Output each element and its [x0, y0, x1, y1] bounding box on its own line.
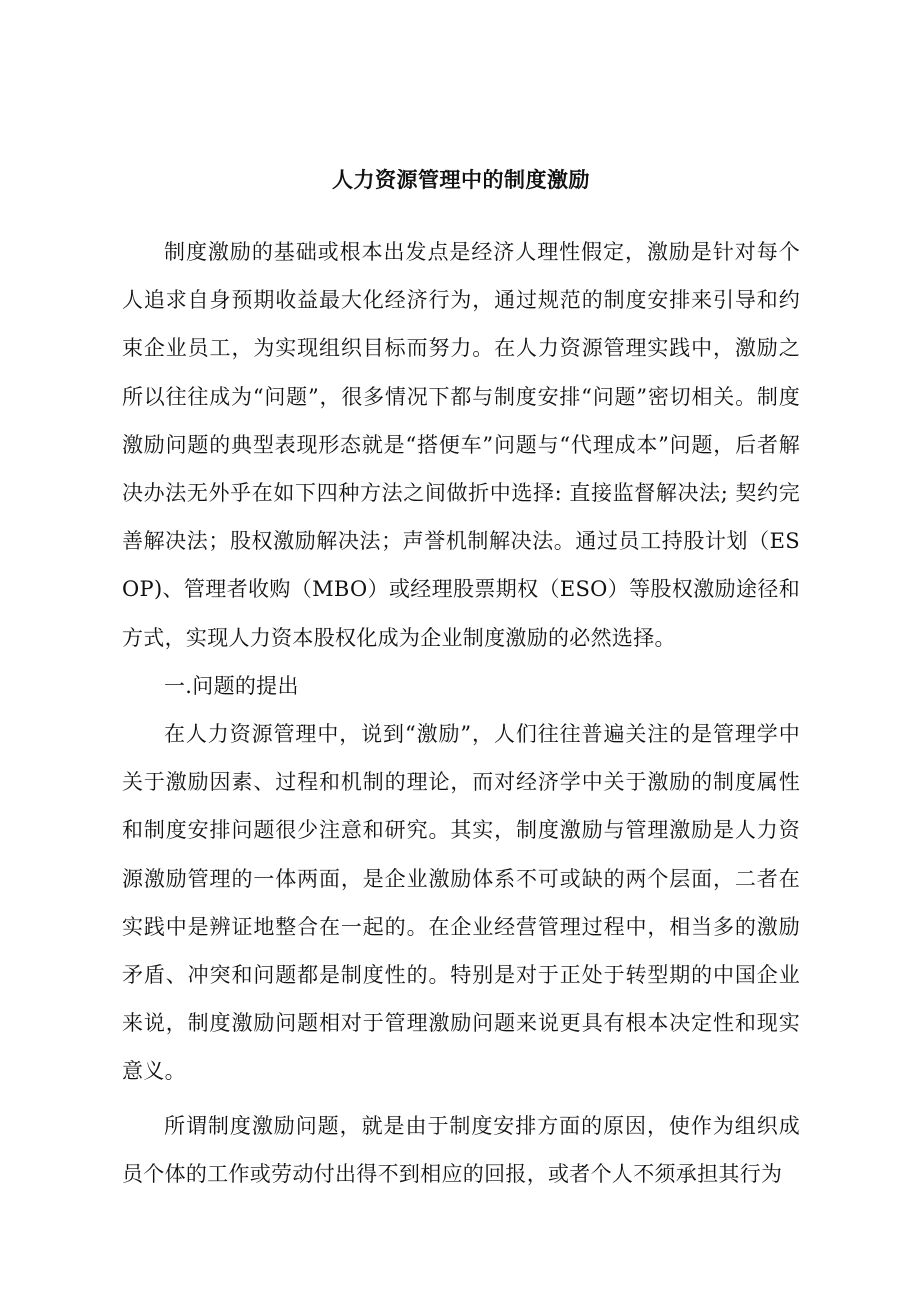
section-heading-problem: 一.问题的提出 [164, 673, 299, 698]
paragraph-intro: 制度激励的基础或根本出发点是经济人理性假定，激励是针对每个人追求自身预期收益最大化经济行为，通过规范的制度安排来引导和约束企业员工，为实现组织目标而努力。在人力资源管理实践中，激励之所以往往成为“问题”，很多情况下都与制度安排“问题”密切相关。制度激励问题的典型表现形态就是“搭便车”问题与“代理成本”问题，后者解决办法无外乎在如下四种方法之间做折中选择: 直接监督解决法; 契约完善解决法；股权激励解决法；声誉机制解决法。通过员工持股计划（ESOP)、管理者收购（MBO）或经理股票期权（ESO）等股权激励途径和方式，实现人力资本股权化成为企业制度激励的必然选择。 [122, 240, 800, 650]
document-page [122, 160, 800, 1198]
document-title: 人力资源管理中的制度激励 [332, 167, 590, 192]
paragraph-problem-statement: 在人力资源管理中，说到“激励”，人们往往普遍关注的是管理学中关于激励因素、过程和机制的理论，而对经济学中关于激励的制度属性和制度安排问题很少注意和研究。其实，制度激励与管理激励是人力资源激励管理的一体两面，是企业激励体系不可或缺的两个层面，二者在实践中是辨证地整合在一起的。在企业经营管理过程中，相当多的激励矛盾、冲突和问题都是制度性的。特别是对于正处于转型期的中国企业来说，制度激励问题相对于管理激励问题来说更具有根本决定性和现实意义。 [122, 722, 800, 1084]
paragraph-definition: 所谓制度激励问题，就是由于制度安排方面的原因，使作为组织成员个体的工作或劳动付出得不到相应的回报，或者个人不须承担其行为 [122, 1113, 800, 1186]
